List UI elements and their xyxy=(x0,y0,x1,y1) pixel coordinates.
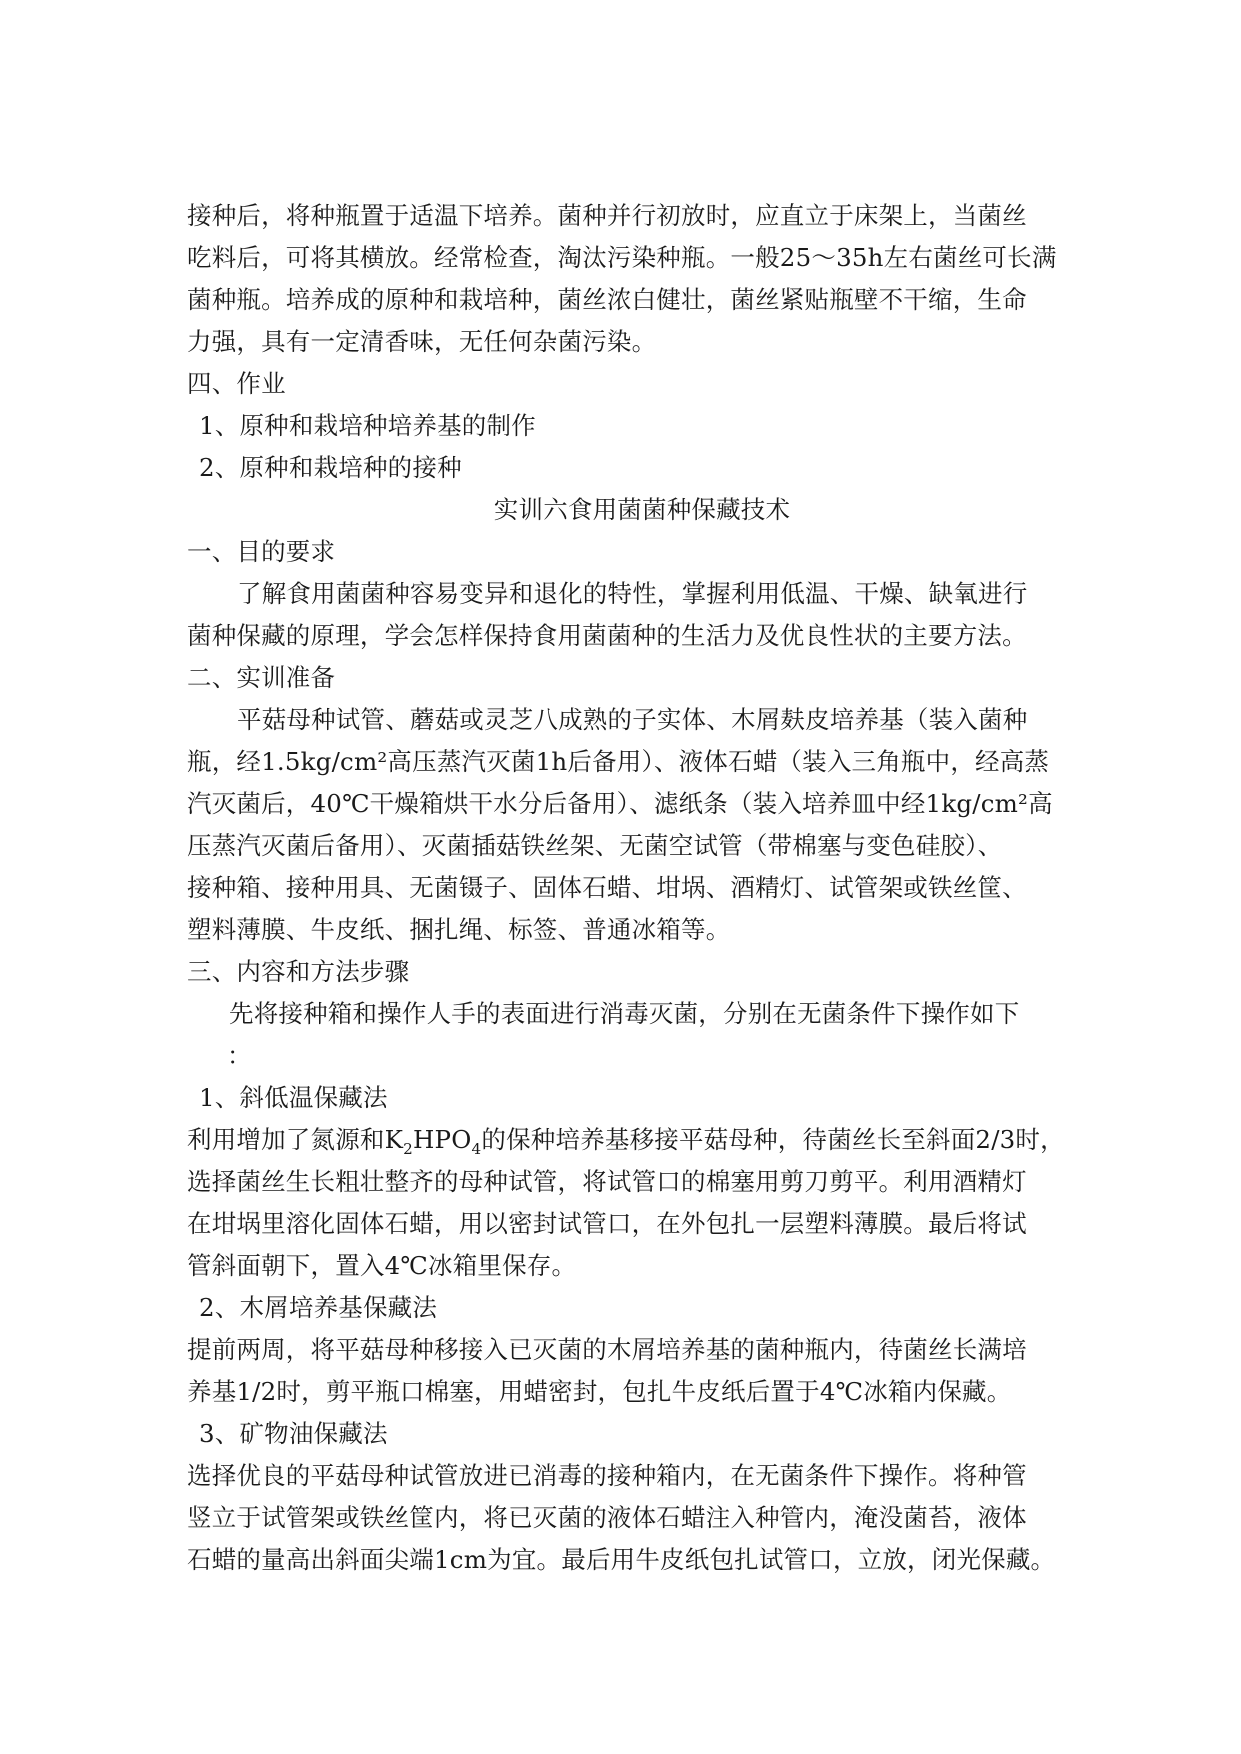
subsection-heading: 1、斜低温保藏法 xyxy=(199,1083,388,1112)
paragraph-line: 养基1/2时，剪平瓶口棉塞，用蜡密封，包扎牛皮纸后置于4℃冰箱内保藏。 xyxy=(187,1377,1012,1406)
section-heading-preparation: 二、实训准备 xyxy=(187,663,336,692)
list-item: 2、原种和栽培种的接种 xyxy=(199,453,462,482)
paragraph-line: 了解食用菌菌种容易变异和退化的特性，掌握利用低温、干燥、缺氧进行 xyxy=(237,579,1028,608)
paragraph-line: 在坩埚里溶化固体石蜡，用以密封试管口，在外包扎一层塑料薄膜。最后将试 xyxy=(187,1209,1027,1238)
subscript: 4 xyxy=(471,1139,482,1158)
paragraph-line: 瓶，经1.5kg/cm²高压蒸汽灭菌1h后备用）、液体石蜡（装入三角瓶中，经高蒸 xyxy=(187,747,1050,776)
paragraph-line: 菌种保藏的原理，学会怎样保持食用菌菌种的生活力及优良性状的主要方法。 xyxy=(187,621,1027,650)
text-segment: 的保种培养基移接平菇母种，待菌丝长至斜面2/3时， xyxy=(481,1125,1065,1154)
subsection-heading: 3、矿物油保藏法 xyxy=(199,1419,388,1448)
text-segment: HPO xyxy=(412,1125,472,1154)
paragraph-line: 竖立于试管架或铁丝筐内，将已灭菌的液体石蜡注入种管内，淹没菌苔，液体 xyxy=(187,1503,1027,1532)
paragraph-line: 接种后，将种瓶置于适温下培养。菌种并行初放时，应直立于床架上，当菌丝 xyxy=(187,201,1027,230)
subsection-heading: 2、木屑培养基保藏法 xyxy=(199,1293,438,1322)
paragraph-line-k2hpo4 xyxy=(187,1119,1065,1161)
paragraph-line: 石蜡的量高出斜面尖端1cm为宜。最后用牛皮纸包扎试管口，立放，闭光保藏。 xyxy=(187,1545,1056,1574)
paragraph-line: 提前两周，将平菇母种移接入已灭菌的木屑培养基的菌种瓶内，待菌丝长满培 xyxy=(187,1335,1027,1364)
paragraph-line: 管斜面朝下，置入4℃冰箱里保存。 xyxy=(187,1251,577,1280)
text-segment: 利用增加了氮源和K xyxy=(187,1125,404,1154)
subscript: 2 xyxy=(403,1139,413,1158)
section-heading-methods: 三、内容和方法步骤 xyxy=(187,957,410,986)
document-body xyxy=(187,195,1065,1581)
paragraph-line: 平菇母种试管、蘑菇或灵芝八成熟的子实体、木屑麸皮培养基（装入菌种 xyxy=(237,705,1028,734)
list-item: 1、原种和栽培种培养基的制作 xyxy=(199,411,536,440)
paragraph-line: 接种箱、接种用具、无菌镊子、固体石蜡、坩埚、酒精灯、试管架或铁丝筐、 xyxy=(187,873,1027,902)
paragraph-line: 塑料薄膜、牛皮纸、捆扎绳、标签、普通冰箱等。 xyxy=(187,915,731,944)
section-heading-assignment: 四、作业 xyxy=(187,369,286,398)
section-heading-objectives: 一、目的要求 xyxy=(187,537,336,566)
paragraph-line: 吃料后，可将其横放。经常检查，淘汰污染种瓶。一般25～35h左右菌丝可长满 xyxy=(187,243,1057,272)
paragraph-line: 汽灭菌后，40℃干燥箱烘干水分后备用）、滤纸条（装入培养皿中经1kg/cm²高 xyxy=(187,789,1053,818)
paragraph-line: 压蒸汽灭菌后备用）、灭菌插菇铁丝架、无菌空试管（带棉塞与变色硅胶）、 xyxy=(187,831,1003,860)
paragraph-line: 菌种瓶。培养成的原种和栽培种，菌丝浓白健壮，菌丝紧贴瓶壁不干缩，生命 xyxy=(187,285,1027,314)
paragraph-line: 先将接种箱和操作人手的表面进行消毒灭菌，分别在无菌条件下操作如下 xyxy=(229,999,1020,1028)
paragraph-line: 力强，具有一定清香味，无任何杂菌污染。 xyxy=(187,327,657,356)
chapter-title: 实训六食用菌菌种保藏技术 xyxy=(493,495,791,524)
paragraph-line: 选择菌丝生长粗壮整齐的母种试管，将试管口的棉塞用剪刀剪平。利用酒精灯 xyxy=(187,1167,1027,1196)
paragraph-line: 选择优良的平菇母种试管放进已消毒的接种箱内，在无菌条件下操作。将种管 xyxy=(187,1461,1027,1490)
paragraph-line: ： xyxy=(227,1041,252,1070)
